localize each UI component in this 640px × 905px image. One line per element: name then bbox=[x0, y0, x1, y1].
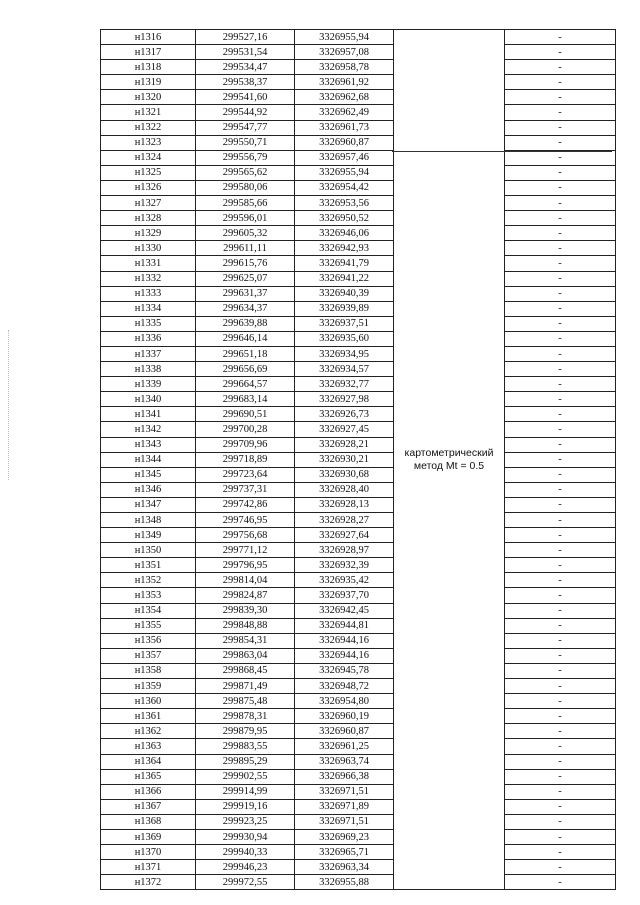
y-coordinate-cell: 3326927,45 bbox=[295, 422, 394, 437]
y-coordinate-cell: 3326971,51 bbox=[295, 784, 394, 799]
point-name-cell: н1363 bbox=[101, 739, 196, 754]
point-name-cell: н1344 bbox=[101, 452, 196, 467]
x-coordinate-cell: 299940,33 bbox=[196, 845, 295, 860]
point-name-cell: н1338 bbox=[101, 362, 196, 377]
y-coordinate-cell: 3326927,98 bbox=[295, 392, 394, 407]
precision-cell: - bbox=[505, 724, 616, 739]
table-row bbox=[101, 513, 616, 528]
precision-cell: - bbox=[505, 754, 616, 769]
table-row bbox=[101, 346, 616, 361]
method-label-line1: картометрический bbox=[404, 446, 494, 459]
precision-cell: - bbox=[505, 90, 616, 105]
y-coordinate-cell: 3326935,42 bbox=[295, 573, 394, 588]
table-row bbox=[101, 497, 616, 512]
point-name-cell: н1327 bbox=[101, 196, 196, 211]
precision-cell: - bbox=[505, 226, 616, 241]
y-coordinate-cell: 3326927,64 bbox=[295, 528, 394, 543]
table-row bbox=[101, 860, 616, 875]
table-row bbox=[101, 331, 616, 346]
y-coordinate-cell: 3326965,71 bbox=[295, 845, 394, 860]
y-coordinate-cell: 3326930,21 bbox=[295, 452, 394, 467]
point-name-cell: н1361 bbox=[101, 709, 196, 724]
table-row bbox=[101, 814, 616, 829]
y-coordinate-cell: 3326955,94 bbox=[295, 30, 394, 45]
x-coordinate-cell: 299547,77 bbox=[196, 120, 295, 135]
precision-cell: - bbox=[505, 633, 616, 648]
precision-cell: - bbox=[505, 346, 616, 361]
x-coordinate-cell: 299972,55 bbox=[196, 875, 295, 890]
table-row bbox=[101, 528, 616, 543]
table-row bbox=[101, 633, 616, 648]
y-coordinate-cell: 3326948,72 bbox=[295, 679, 394, 694]
table-row bbox=[101, 709, 616, 724]
y-coordinate-cell: 3326942,93 bbox=[295, 241, 394, 256]
y-coordinate-cell: 3326966,38 bbox=[295, 769, 394, 784]
x-coordinate-cell: 299611,11 bbox=[196, 241, 295, 256]
x-coordinate-cell: 299625,07 bbox=[196, 271, 295, 286]
x-coordinate-cell: 299585,66 bbox=[196, 196, 295, 211]
y-coordinate-cell: 3326954,80 bbox=[295, 694, 394, 709]
point-name-cell: н1318 bbox=[101, 60, 196, 75]
x-coordinate-cell: 299742,86 bbox=[196, 497, 295, 512]
precision-cell: - bbox=[505, 588, 616, 603]
x-coordinate-cell: 299700,28 bbox=[196, 422, 295, 437]
precision-cell: - bbox=[505, 663, 616, 678]
y-coordinate-cell: 3326971,89 bbox=[295, 799, 394, 814]
precision-cell: - bbox=[505, 271, 616, 286]
x-coordinate-cell: 299565,62 bbox=[196, 165, 295, 180]
y-coordinate-cell: 3326963,74 bbox=[295, 754, 394, 769]
table-row bbox=[101, 588, 616, 603]
x-coordinate-cell: 299541,60 bbox=[196, 90, 295, 105]
x-coordinate-cell: 299550,71 bbox=[196, 135, 295, 150]
x-coordinate-cell: 299709,96 bbox=[196, 437, 295, 452]
precision-cell: - bbox=[505, 211, 616, 226]
precision-cell: - bbox=[505, 422, 616, 437]
x-coordinate-cell: 299580,06 bbox=[196, 180, 295, 195]
precision-cell: - bbox=[505, 256, 616, 271]
x-coordinate-cell: 299531,54 bbox=[196, 45, 295, 60]
precision-cell: - bbox=[505, 301, 616, 316]
point-name-cell: н1341 bbox=[101, 407, 196, 422]
precision-cell: - bbox=[505, 573, 616, 588]
point-name-cell: н1366 bbox=[101, 784, 196, 799]
y-coordinate-cell: 3326928,21 bbox=[295, 437, 394, 452]
precision-cell: - bbox=[505, 241, 616, 256]
x-coordinate-cell: 299796,95 bbox=[196, 558, 295, 573]
precision-cell: - bbox=[505, 648, 616, 663]
precision-cell: - bbox=[505, 392, 616, 407]
table-row bbox=[101, 75, 616, 90]
point-name-cell: н1370 bbox=[101, 845, 196, 860]
table-row bbox=[101, 105, 616, 120]
x-coordinate-cell: 299690,51 bbox=[196, 407, 295, 422]
table-row bbox=[101, 558, 616, 573]
y-coordinate-cell: 3326957,46 bbox=[295, 150, 394, 165]
y-coordinate-cell: 3326944,16 bbox=[295, 633, 394, 648]
x-coordinate-cell: 299615,76 bbox=[196, 256, 295, 271]
table-row bbox=[101, 211, 616, 226]
y-coordinate-cell: 3326928,13 bbox=[295, 497, 394, 512]
point-name-cell: н1336 bbox=[101, 331, 196, 346]
point-name-cell: н1320 bbox=[101, 90, 196, 105]
precision-cell: - bbox=[505, 407, 616, 422]
point-name-cell: н1356 bbox=[101, 633, 196, 648]
precision-cell: - bbox=[505, 196, 616, 211]
table-row bbox=[101, 301, 616, 316]
point-name-cell: н1337 bbox=[101, 346, 196, 361]
y-coordinate-cell: 3326944,81 bbox=[295, 618, 394, 633]
table-row bbox=[101, 362, 616, 377]
x-coordinate-cell: 299596,01 bbox=[196, 211, 295, 226]
table-row bbox=[101, 694, 616, 709]
point-name-cell: н1371 bbox=[101, 860, 196, 875]
precision-cell: - bbox=[505, 482, 616, 497]
point-name-cell: н1362 bbox=[101, 724, 196, 739]
table-row bbox=[101, 663, 616, 678]
y-coordinate-cell: 3326963,34 bbox=[295, 860, 394, 875]
table-row bbox=[101, 482, 616, 497]
table-row bbox=[101, 316, 616, 331]
y-coordinate-cell: 3326955,94 bbox=[295, 165, 394, 180]
precision-cell: - bbox=[505, 135, 616, 150]
table-row bbox=[101, 573, 616, 588]
table-row bbox=[101, 271, 616, 286]
x-coordinate-cell: 299902,55 bbox=[196, 769, 295, 784]
y-coordinate-cell: 3326928,40 bbox=[295, 482, 394, 497]
precision-cell: - bbox=[505, 814, 616, 829]
point-name-cell: н1328 bbox=[101, 211, 196, 226]
x-coordinate-cell: 299639,88 bbox=[196, 316, 295, 331]
precision-cell: - bbox=[505, 316, 616, 331]
x-coordinate-cell: 299723,64 bbox=[196, 467, 295, 482]
x-coordinate-cell: 299651,18 bbox=[196, 346, 295, 361]
point-name-cell: н1333 bbox=[101, 286, 196, 301]
point-name-cell: н1326 bbox=[101, 180, 196, 195]
scan-margin-marks bbox=[8, 330, 10, 480]
x-coordinate-cell: 299863,04 bbox=[196, 648, 295, 663]
precision-cell: - bbox=[505, 709, 616, 724]
point-name-cell: н1323 bbox=[101, 135, 196, 150]
y-coordinate-cell: 3326945,78 bbox=[295, 663, 394, 678]
table-row bbox=[101, 392, 616, 407]
point-name-cell: н1352 bbox=[101, 573, 196, 588]
table-row bbox=[101, 845, 616, 860]
y-coordinate-cell: 3326935,60 bbox=[295, 331, 394, 346]
precision-cell: - bbox=[505, 180, 616, 195]
y-coordinate-cell: 3326960,87 bbox=[295, 724, 394, 739]
point-name-cell: н1372 bbox=[101, 875, 196, 890]
y-coordinate-cell: 3326941,79 bbox=[295, 256, 394, 271]
x-coordinate-cell: 299919,16 bbox=[196, 799, 295, 814]
precision-cell: - bbox=[505, 799, 616, 814]
point-name-cell: н1358 bbox=[101, 663, 196, 678]
point-name-cell: н1357 bbox=[101, 648, 196, 663]
y-coordinate-cell: 3326937,70 bbox=[295, 588, 394, 603]
point-name-cell: н1348 bbox=[101, 513, 196, 528]
precision-cell: - bbox=[505, 845, 616, 860]
precision-cell: - bbox=[505, 603, 616, 618]
precision-cell: - bbox=[505, 558, 616, 573]
table-row bbox=[101, 422, 616, 437]
point-name-cell: н1324 bbox=[101, 150, 196, 165]
precision-cell: - bbox=[505, 618, 616, 633]
table-row bbox=[101, 286, 616, 301]
y-coordinate-cell: 3326958,78 bbox=[295, 60, 394, 75]
x-coordinate-cell: 299839,30 bbox=[196, 603, 295, 618]
x-coordinate-cell: 299824,87 bbox=[196, 588, 295, 603]
x-coordinate-cell: 299737,31 bbox=[196, 482, 295, 497]
y-coordinate-cell: 3326953,56 bbox=[295, 196, 394, 211]
y-coordinate-cell: 3326937,51 bbox=[295, 316, 394, 331]
x-coordinate-cell: 299634,37 bbox=[196, 301, 295, 316]
point-name-cell: н1354 bbox=[101, 603, 196, 618]
x-coordinate-cell: 299871,49 bbox=[196, 679, 295, 694]
precision-cell: - bbox=[505, 45, 616, 60]
precision-cell: - bbox=[505, 769, 616, 784]
precision-cell: - bbox=[505, 497, 616, 512]
y-coordinate-cell: 3326932,39 bbox=[295, 558, 394, 573]
y-coordinate-cell: 3326944,16 bbox=[295, 648, 394, 663]
coordinates-table bbox=[100, 29, 616, 890]
x-coordinate-cell: 299854,31 bbox=[196, 633, 295, 648]
point-name-cell: н1353 bbox=[101, 588, 196, 603]
x-coordinate-cell: 299544,92 bbox=[196, 105, 295, 120]
x-coordinate-cell: 299664,57 bbox=[196, 377, 295, 392]
precision-cell: - bbox=[505, 875, 616, 890]
table-row bbox=[101, 60, 616, 75]
table-row bbox=[101, 875, 616, 890]
x-coordinate-cell: 299895,29 bbox=[196, 754, 295, 769]
y-coordinate-cell: 3326940,39 bbox=[295, 286, 394, 301]
point-name-cell: н1345 bbox=[101, 467, 196, 482]
point-name-cell: н1367 bbox=[101, 799, 196, 814]
precision-cell: - bbox=[505, 377, 616, 392]
y-coordinate-cell: 3326962,49 bbox=[295, 105, 394, 120]
precision-cell: - bbox=[505, 60, 616, 75]
precision-cell: - bbox=[505, 513, 616, 528]
table-row bbox=[101, 180, 616, 195]
x-coordinate-cell: 299878,31 bbox=[196, 709, 295, 724]
table-row bbox=[101, 135, 616, 150]
table-row bbox=[101, 196, 616, 211]
x-coordinate-cell: 299946,23 bbox=[196, 860, 295, 875]
point-name-cell: н1335 bbox=[101, 316, 196, 331]
point-name-cell: н1342 bbox=[101, 422, 196, 437]
table-row bbox=[101, 90, 616, 105]
precision-cell: - bbox=[505, 543, 616, 558]
precision-cell: - bbox=[505, 467, 616, 482]
point-name-cell: н1329 bbox=[101, 226, 196, 241]
x-coordinate-cell: 299656,69 bbox=[196, 362, 295, 377]
y-coordinate-cell: 3326961,25 bbox=[295, 739, 394, 754]
precision-cell: - bbox=[505, 860, 616, 875]
table-row bbox=[101, 829, 616, 844]
table-row bbox=[101, 739, 616, 754]
x-coordinate-cell: 299683,14 bbox=[196, 392, 295, 407]
y-coordinate-cell: 3326942,45 bbox=[295, 603, 394, 618]
precision-cell: - bbox=[505, 30, 616, 45]
method-label-line2: метод Mt = 0.5 bbox=[413, 459, 485, 472]
x-coordinate-cell: 299875,48 bbox=[196, 694, 295, 709]
precision-cell: - bbox=[505, 784, 616, 799]
table-row bbox=[101, 724, 616, 739]
y-coordinate-cell: 3326926,73 bbox=[295, 407, 394, 422]
precision-cell: - bbox=[505, 150, 616, 165]
point-name-cell: н1368 bbox=[101, 814, 196, 829]
table-stray-line bbox=[392, 151, 612, 152]
point-name-cell: н1346 bbox=[101, 482, 196, 497]
y-coordinate-cell: 3326971,51 bbox=[295, 814, 394, 829]
point-name-cell: н1369 bbox=[101, 829, 196, 844]
y-coordinate-cell: 3326955,88 bbox=[295, 875, 394, 890]
y-coordinate-cell: 3326934,95 bbox=[295, 346, 394, 361]
precision-cell: - bbox=[505, 829, 616, 844]
y-coordinate-cell: 3326946,06 bbox=[295, 226, 394, 241]
table-row bbox=[101, 256, 616, 271]
y-coordinate-cell: 3326928,97 bbox=[295, 543, 394, 558]
precision-cell: - bbox=[505, 452, 616, 467]
point-name-cell: н1322 bbox=[101, 120, 196, 135]
point-name-cell: н1325 bbox=[101, 165, 196, 180]
y-coordinate-cell: 3326928,27 bbox=[295, 513, 394, 528]
precision-cell: - bbox=[505, 528, 616, 543]
x-coordinate-cell: 299848,88 bbox=[196, 618, 295, 633]
x-coordinate-cell: 299746,95 bbox=[196, 513, 295, 528]
x-coordinate-cell: 299718,89 bbox=[196, 452, 295, 467]
point-name-cell: н1319 bbox=[101, 75, 196, 90]
y-coordinate-cell: 3326960,19 bbox=[295, 709, 394, 724]
x-coordinate-cell: 299605,32 bbox=[196, 226, 295, 241]
point-name-cell: н1317 bbox=[101, 45, 196, 60]
x-coordinate-cell: 299814,04 bbox=[196, 573, 295, 588]
point-name-cell: н1343 bbox=[101, 437, 196, 452]
precision-cell: - bbox=[505, 362, 616, 377]
point-name-cell: н1334 bbox=[101, 301, 196, 316]
table-row bbox=[101, 165, 616, 180]
table-row bbox=[101, 799, 616, 814]
table-row bbox=[101, 467, 616, 482]
point-name-cell: н1349 bbox=[101, 528, 196, 543]
table-row bbox=[101, 452, 616, 467]
y-coordinate-cell: 3326954,42 bbox=[295, 180, 394, 195]
x-coordinate-cell: 299631,37 bbox=[196, 286, 295, 301]
x-coordinate-cell: 299923,25 bbox=[196, 814, 295, 829]
point-name-cell: н1355 bbox=[101, 618, 196, 633]
table-row bbox=[101, 603, 616, 618]
point-name-cell: н1332 bbox=[101, 271, 196, 286]
point-name-cell: н1350 bbox=[101, 543, 196, 558]
x-coordinate-cell: 299868,45 bbox=[196, 663, 295, 678]
precision-cell: - bbox=[505, 437, 616, 452]
x-coordinate-cell: 299930,94 bbox=[196, 829, 295, 844]
point-name-cell: н1347 bbox=[101, 497, 196, 512]
precision-cell: - bbox=[505, 75, 616, 90]
x-coordinate-cell: 299534,47 bbox=[196, 60, 295, 75]
y-coordinate-cell: 3326941,22 bbox=[295, 271, 394, 286]
point-name-cell: н1340 bbox=[101, 392, 196, 407]
precision-cell: - bbox=[505, 679, 616, 694]
point-name-cell: н1364 bbox=[101, 754, 196, 769]
x-coordinate-cell: 299756,68 bbox=[196, 528, 295, 543]
x-coordinate-cell: 299914,99 bbox=[196, 784, 295, 799]
precision-cell: - bbox=[505, 165, 616, 180]
table-row bbox=[101, 679, 616, 694]
coordinates-table-body bbox=[101, 30, 616, 890]
x-coordinate-cell: 299646,14 bbox=[196, 331, 295, 346]
x-coordinate-cell: 299538,37 bbox=[196, 75, 295, 90]
y-coordinate-cell: 3326969,23 bbox=[295, 829, 394, 844]
table-row bbox=[101, 769, 616, 784]
point-name-cell: н1360 bbox=[101, 694, 196, 709]
y-coordinate-cell: 3326960,87 bbox=[295, 135, 394, 150]
y-coordinate-cell: 3326932,77 bbox=[295, 377, 394, 392]
precision-cell: - bbox=[505, 120, 616, 135]
table-row bbox=[101, 407, 616, 422]
y-coordinate-cell: 3326930,68 bbox=[295, 467, 394, 482]
precision-cell: - bbox=[505, 739, 616, 754]
y-coordinate-cell: 3326961,73 bbox=[295, 120, 394, 135]
method-cell bbox=[394, 30, 505, 890]
point-name-cell: н1339 bbox=[101, 377, 196, 392]
table-row bbox=[101, 377, 616, 392]
point-name-cell: н1316 bbox=[101, 30, 196, 45]
table-row bbox=[101, 784, 616, 799]
point-name-cell: н1359 bbox=[101, 679, 196, 694]
table-row bbox=[101, 437, 616, 452]
y-coordinate-cell: 3326962,68 bbox=[295, 90, 394, 105]
precision-cell: - bbox=[505, 331, 616, 346]
point-name-cell: н1365 bbox=[101, 769, 196, 784]
x-coordinate-cell: 299556,79 bbox=[196, 150, 295, 165]
table-row bbox=[101, 754, 616, 769]
x-coordinate-cell: 299771,12 bbox=[196, 543, 295, 558]
x-coordinate-cell: 299527,16 bbox=[196, 30, 295, 45]
y-coordinate-cell: 3326950,52 bbox=[295, 211, 394, 226]
table-row bbox=[101, 150, 616, 165]
y-coordinate-cell: 3326934,57 bbox=[295, 362, 394, 377]
x-coordinate-cell: 299883,55 bbox=[196, 739, 295, 754]
point-name-cell: н1321 bbox=[101, 105, 196, 120]
table-row bbox=[101, 648, 616, 663]
precision-cell: - bbox=[505, 286, 616, 301]
precision-cell: - bbox=[505, 694, 616, 709]
table-row bbox=[101, 226, 616, 241]
point-name-cell: н1331 bbox=[101, 256, 196, 271]
y-coordinate-cell: 3326939,89 bbox=[295, 301, 394, 316]
point-name-cell: н1351 bbox=[101, 558, 196, 573]
table-row bbox=[101, 120, 616, 135]
table-row bbox=[101, 241, 616, 256]
y-coordinate-cell: 3326961,92 bbox=[295, 75, 394, 90]
table-row bbox=[101, 618, 616, 633]
table-row bbox=[101, 543, 616, 558]
table-row bbox=[101, 30, 616, 45]
point-name-cell: н1330 bbox=[101, 241, 196, 256]
table-row bbox=[101, 45, 616, 60]
y-coordinate-cell: 3326957,08 bbox=[295, 45, 394, 60]
x-coordinate-cell: 299879,95 bbox=[196, 724, 295, 739]
precision-cell: - bbox=[505, 105, 616, 120]
